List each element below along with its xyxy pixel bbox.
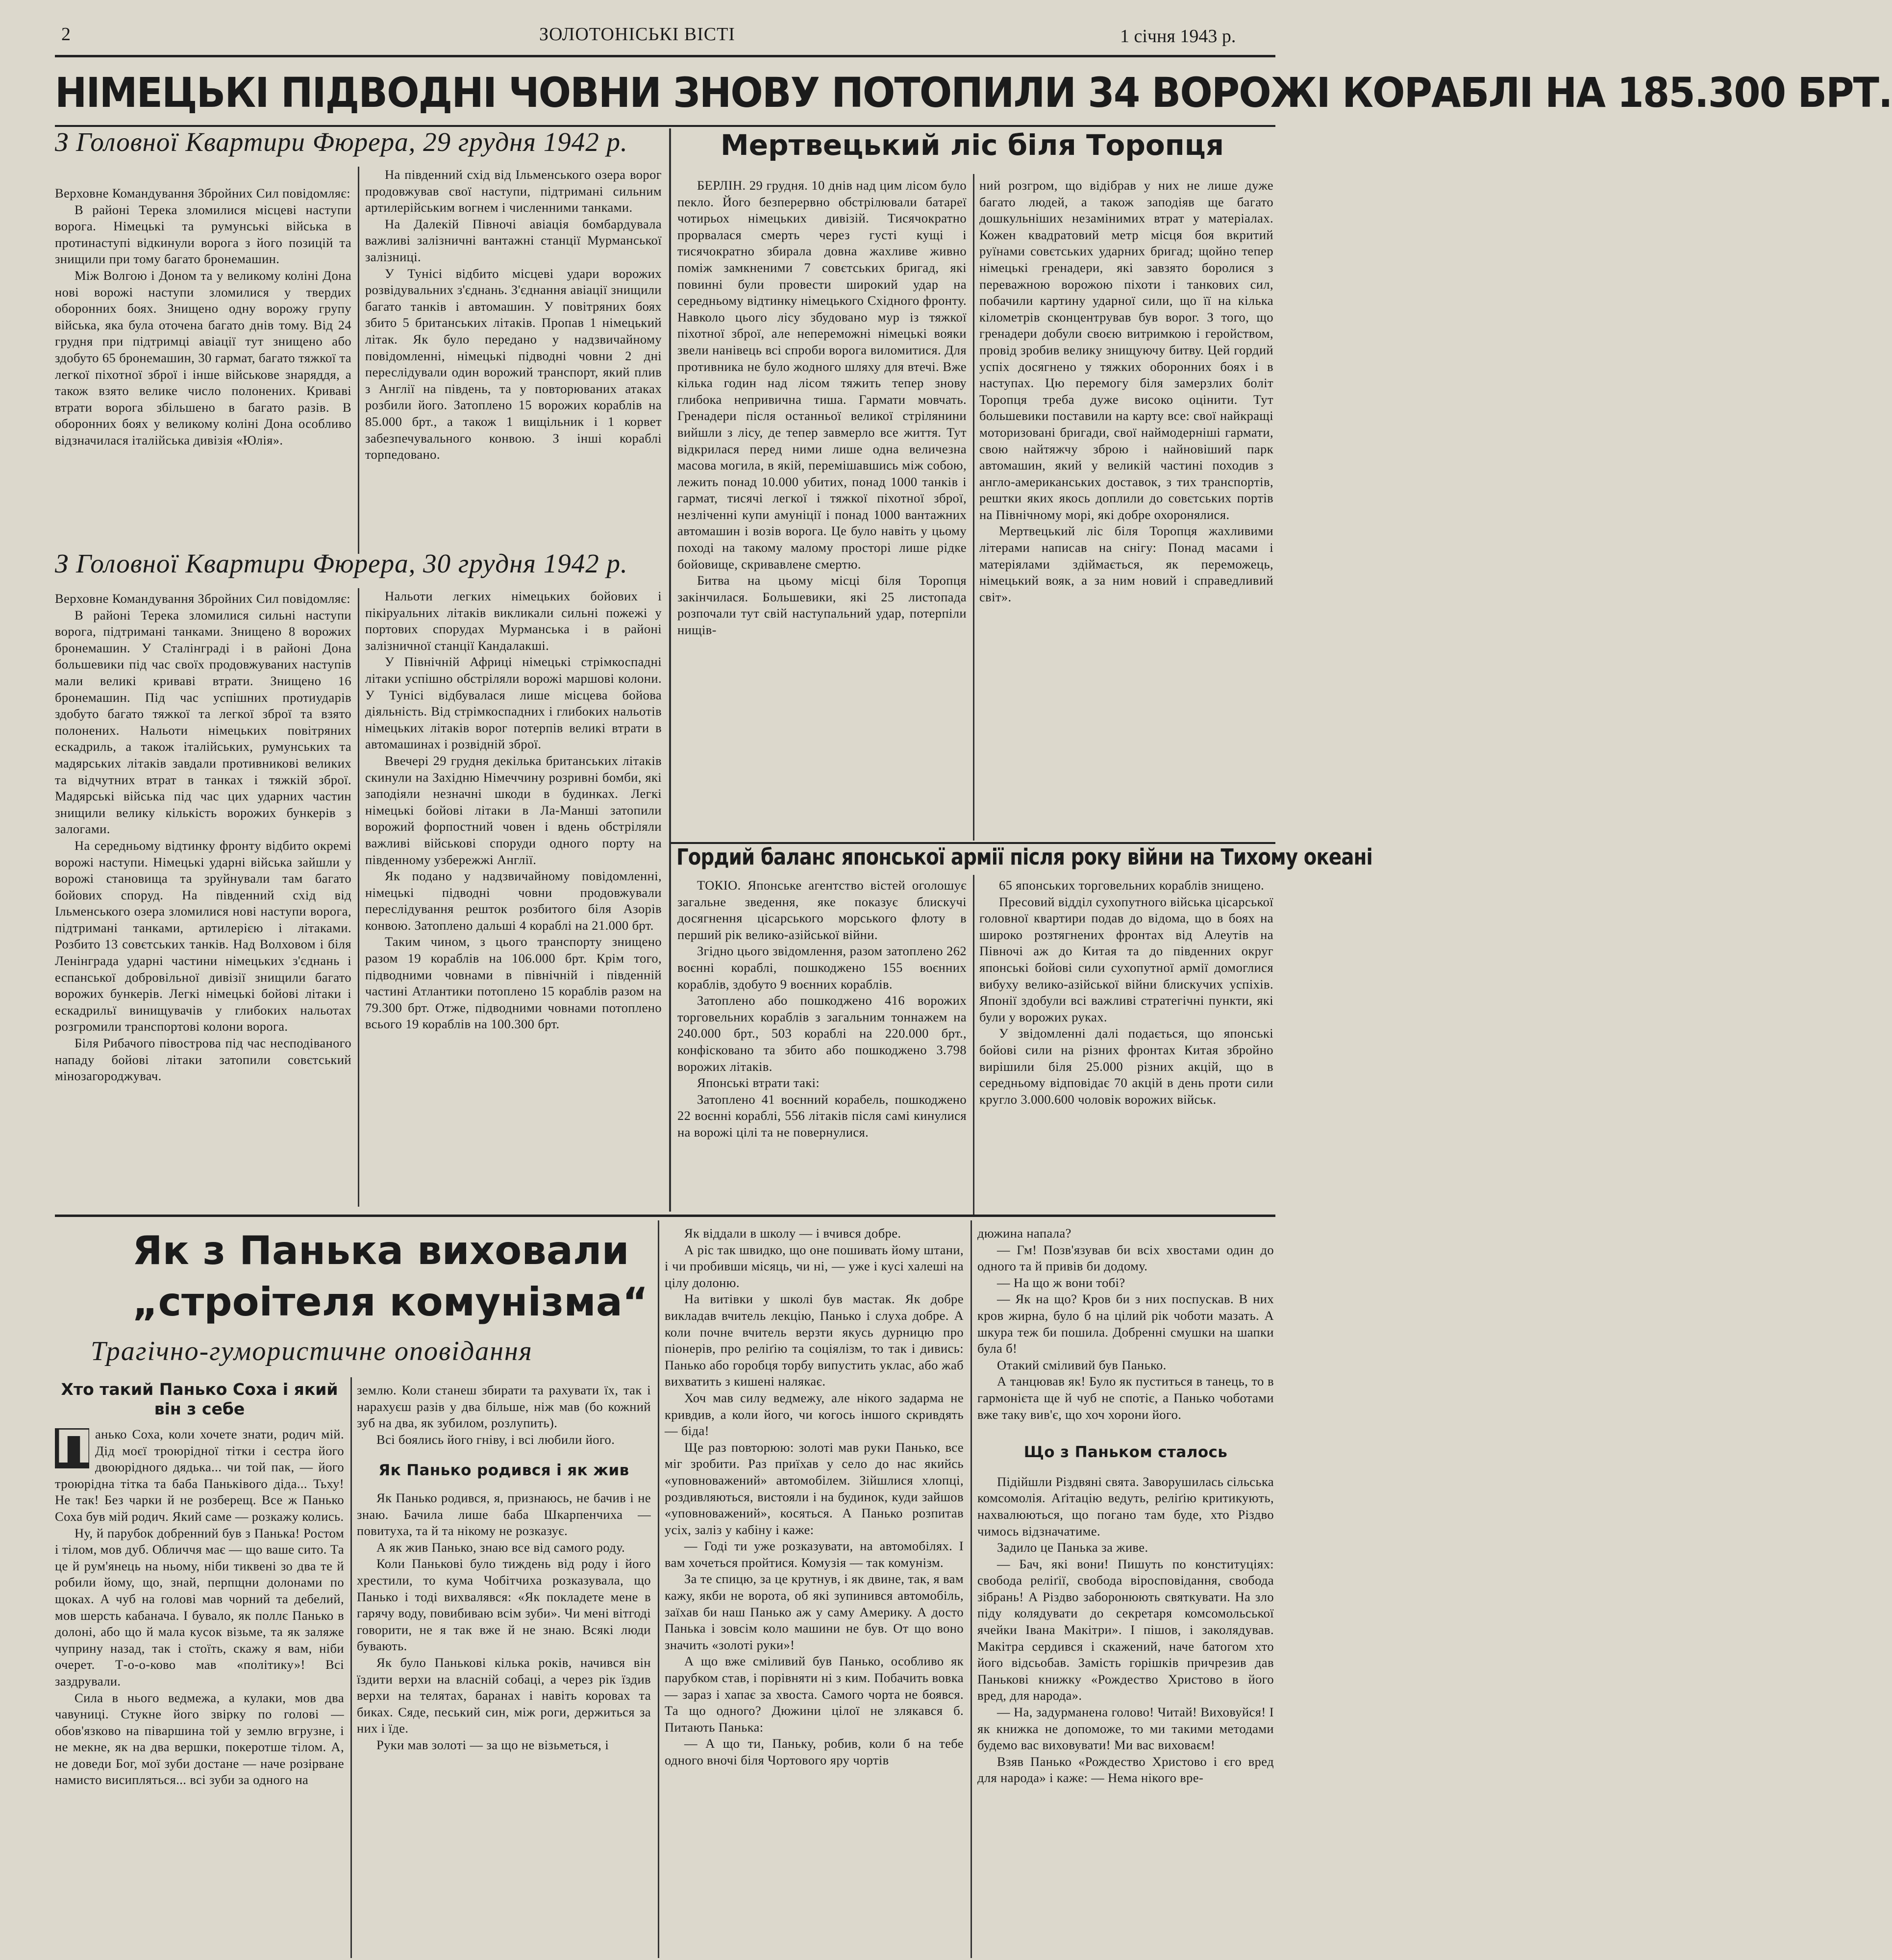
paragraph: Верховне Командування Збройних Сил повідомляє: xyxy=(55,186,350,200)
paragraph: Таким чином, з цього транспорту знищено разом 19 кораблів на 106.000 брт. Крім того, підводними човнами в північній і південній частині Атлантики потоплено 15 кораблів разом на 79.300 брт. Отже, підводними човнами потоплено всього 19 кораблів на 100.300 брт. xyxy=(365,934,662,1032)
paragraph: Задило це Панька за живе. xyxy=(997,1540,1148,1555)
paragraph: — На, задурманена голово! Читай! Виховуйся! І як книжка не допоможе, то ми такими методами будемо вас виховувати! Ми вас виховаєм! xyxy=(977,1705,1274,1753)
paragraph: Затоплено або пошкоджено 416 ворожих торговельних кораблів з загальним тоннажем на 240.000 брт., 503 кораблі на 220.000 брт., конфісковано та збито або пошкоджено 3.798 ворожих літаків. xyxy=(677,993,967,1074)
paragraph: Мертвецький ліс біля Торопця жахливими літерами написав на снігу: Понад масами і матеріялами здіймається, як переможець, німецький вояк, а за ним новий і справедливий світ». xyxy=(979,523,1273,604)
paragraph: Ну, й парубок добренний був з Панька! Ростом і тілом, мов дуб. Обличчя має — що ваше сито. Та це й рум'янець на ньому, ніби тиквені зо два те й робили йому, що, знай, перпщни долонами по щоках. А чуб на голові мав чорний та дебелий, мов шерсть кабанача. І бувало, як поллє Панько в долоні, або що й мала кусок візьме, та як заляже чуприну назад, так і стоїть, скажу я вам, ніби очерет. Т-о-о-ково мав «політику»! Всі заздрували. xyxy=(55,1525,344,1688)
page-number: 2 xyxy=(61,24,71,45)
paragraph: Ще раз повторюю: золоті мав руки Панько, все міг зробити. Раз приїхав у село до нас якийсь «уповноважений» автомобілем. Зійшлися хлопці, роздивляються, вистояли і на будинок, куди зайшов «уповноважений», косяться. А Панько розпитав усіх, заліз у кабіну і каже: xyxy=(665,1439,964,1537)
story-title-line-2: „строітеля комунізма“ xyxy=(132,1279,648,1325)
drop-cap: П xyxy=(55,1421,93,1473)
paragraph: А як жив Панько, знаю все від самого роду. xyxy=(376,1539,625,1555)
paper-name: ЗОЛОТОНІСЬКІ ВІСТІ xyxy=(539,24,735,45)
paragraph: У Північній Африці німецькі стрімкоспадні літаки успішно обстріляли ворожі маршові колони. У Тунісі відбувалася лише місцева бойова діяльність. Від стрімкоспадних і глибоких нальотів німецьких літаків ворог потерпів великі втрати в автомашинах і розвідній зброї. xyxy=(365,654,662,752)
paragraph: Битва на цьому місці біля Торопця закінчилася. Большевики, які 25 листопада розпочали тут свій наступальний удар, потерпіли нищів- xyxy=(677,573,967,638)
story-column-4 xyxy=(977,1225,1274,1958)
paragraph: Як було Панькові кілька років, начився він їздити верхи на власній собаці, а через рік їздив верхи на телятах, баранах і навіть коровах та биках. Сяде, песький син, між роги, держиться за них і їде. xyxy=(357,1655,651,1736)
paragraph: На витівки у школі був мастак. Як добре викладав вчитель лекцію, Панько і слуха добре. А коли почне вчитель верзти якусь дурницю про піонерів, про реліґію та соціялізм, то так і дивись: Панько або горобця торбу випустить уклас, або жаб вихватить з кишені налякає. xyxy=(665,1291,964,1389)
hq2-column-1 xyxy=(55,591,351,1203)
japan-column-1 xyxy=(677,877,967,1216)
hq2-title: З Головної Квартири Фюрера, 30 грудня 1942 р. xyxy=(55,548,628,578)
paragraph: Як Панько родився, я, признаюсь, не бачив і не знаю. Бачила лише баба Шкарпенчиха — повитуха, та й та нікому не розказує. xyxy=(357,1490,651,1538)
paragraph: Японські втрати такі: xyxy=(697,1075,820,1091)
hq1-title: З Головної Квартири Фюрера, 29 грудня 1942 р. xyxy=(55,127,628,157)
paragraph: У звідомленні далі подається, що японські бойові сили на різних фронтах Китая збройно вирішили біля 25.000 різних акцій, що в середньому відповідає 70 акцій в день проти сили кругло 3.000.600 чоловік ворожих військ. xyxy=(979,1026,1273,1107)
paragraph: В районі Терека зломилися сильні наступи ворога, підтримані танками. Знищено 8 ворожих бронемашин. У Сталінграді і в районі Дона большевики під час своїх продовжуваних наступів мали великі криваві втрати. Знищено 16 бронемашин. Під час успішних протиударів здобуто багато тяжкої та легкої зброї та взято полонених. Нальоти німецьких повітряних ескадриль, а також італійських, румунських та мадярських літаків завдали противникові великих та відчутних втрат в танках і тяжкій зброї. Мадярські війська під час цих ударних частин знищили велику кількість ворожих бункерів з залогами. xyxy=(55,607,351,837)
paragraph: Затоплено 41 воєнний корабель, пошкоджено 22 воєнні кораблі, 556 літаків після самі кинулися на ворожі цілі та не повернулися. xyxy=(677,1092,967,1140)
story-subtitle: Трагічно-гумористичне оповідання xyxy=(91,1336,533,1366)
paragraph: А ріс так швидко, що оне пошивать йому штани, і чи пробивши місяць, чи ні, — уже і кусі халеші на цілу долоню. xyxy=(665,1242,964,1290)
banner-headline: НІМЕЦЬКІ ПІДВОДНІ ЧОВНИ ЗНОВУ ПОТОПИЛИ 34 ВОРОЖІ КОРАБЛІ НА 185.300 БРТ. xyxy=(55,69,1892,117)
paragraph: Сила в нього ведмежа, а кулаки, мов два чавуниці. Стукне його звірку по голові — обов'язково на півaршина той у землю вгрузне, і не мекне, як на два вершки, покеротше тілом. А, не доведи Бог, мої зуби достане — наче розірване намисто висипляться... всі зуби за одного на xyxy=(55,1690,344,1787)
paragraph: Руки мав золоті — за що не візьметься, і xyxy=(376,1737,609,1752)
paragraph: Ввечері 29 грудня декілька британських літаків скинули на Західню Німеччину розривні бомби, які заподіяли незначні шкоди в будинках. Легкі німецькі бойові літаки в Ла-Манші затопили ворожий форпостний човен і вдень обстріляли важливі військові споруди одного порту на південному узбережжі Англії. xyxy=(365,753,662,867)
paragraph: Взяв Панько «Рождество Христово і єго вред для народа» і каже: — Нема нікого вре- xyxy=(977,1754,1274,1786)
hq1-column-2 xyxy=(365,167,662,549)
column-rule xyxy=(358,167,359,554)
toropets-column-1 xyxy=(677,177,967,842)
paragraph: Хоч мав силу ведмежу, але нікого задарма не кривдив, а коли його, чи когось іншого скривдять — біда! xyxy=(665,1390,964,1439)
paragraph: Нальоти легких німецьких бойових і пікіруальних літаків викликали сильні пожежі у портових спорудах Мурманська і в районі залізничної станції Кандалакші. xyxy=(365,589,662,653)
japan-title: Гордий баланс японської армії після року війни на Тихому океані xyxy=(676,844,1372,870)
section-heading: Що з Паньком сталось xyxy=(1023,1443,1228,1462)
column-rule xyxy=(973,875,974,1216)
paragraph: дюжина напала? xyxy=(977,1226,1071,1241)
section-heading: Хто такий Панько Соха і який він з себе xyxy=(61,1380,338,1418)
section-heading: Як Панько родився і як жив xyxy=(378,1462,629,1480)
paragraph: Підійшли Різдвяні свята. Заворушилась сільська комсомолія. Аґітацію ведуть, реліґію критикують, нахвалюються, що погано там буде, хто Різдво чимось відзначатиме. xyxy=(977,1474,1274,1538)
paragraph: — На що ж вони тобі? xyxy=(997,1275,1125,1290)
story-column-1 xyxy=(55,1421,344,1958)
hq2-column-2 xyxy=(365,588,662,1207)
column-rule xyxy=(971,1220,972,1958)
paragraph: Як віддали в школу — і вчився добре. xyxy=(684,1226,901,1241)
paragraph: — Гм! Позв'язував би всіх хвостами один до одного та й привів би додому. xyxy=(977,1242,1274,1274)
paragraph: — Як на що? Кров би з них поспускав. В них кров жирна, було б на цілий рік чоботи мазать. А шкура теж би пошила. Добренні смушки на шапки була б! xyxy=(977,1291,1274,1356)
paragraph: ний розгром, що відібрав у них не лише дуже багато людей, а також заподіяв ще багато дошкульніших незамінимих втрат у матеріалах. Кожен квадратовий метр місця боя вкритий руїнами совєтських ударних бригад; щойно тепер німецькі гренадери, які завзято боролися з переважною ворожою піхоти і танкових сил, побачили картину ударної сили, що її на кілька кілометрів сконцентрував був ворог. З того, що гренадери добули своєю витримкою і геройством, провід зробив велику знищуючу битву. Цей гордий успіх досягнено у тяжких оборонних боях і в наступах. Цю перемогу біля замерзлих боліт Торопця треба дуже високо оцінити. Тут большевики поставили на карту все: свої найкращі моторизовані бригади, свої наймодерніші гармати, свою найтяжчу зброю і найновіший парк автомашин, який у великій частині походив з англо-американських доставок, з тих транспортів, рештки яких якось доплили до совєтських портів на Північному морі, які добре охоронялися. xyxy=(979,178,1273,522)
paragraph: 65 японських торговельних кораблів знищено. xyxy=(999,878,1265,893)
column-rule xyxy=(973,174,974,841)
section-rule xyxy=(669,128,671,1212)
paragraph: Пресовий відділ сухопутного війська цісарської головної квартири подав до відома, що в боях на широко розтягнених фронтах від Алеутів на Півночі аж до Китая та до південних округ японські бойові сили сухопутної армії домоглися вибуху велико-азійської війни блискучих успіхів. Японії здобули всі важливі стратегічні пункти, які були у ворожих руках. xyxy=(979,894,1273,1024)
paragraph: А танцював як! Було як пуститься в танець, то в гармонієта ще й чуб не спотіє, а Панько чоботами вже таку вив'є, що хоч хорони його. xyxy=(977,1374,1274,1422)
paragraph: Як подано у надзвичайному повідомленні, німецькі підводні човни продовжували переслідування решток розбитого біля Азорів конвою. Затоплено дальші 4 кораблі на 21.000 брт. xyxy=(365,868,662,933)
paragraph: На Далекій Півночі авіація бомбардувала важливі залізничні вантажні станції Мурманської залізниці. xyxy=(365,216,662,264)
hq1-column-1 xyxy=(55,185,351,548)
japan-column-2 xyxy=(979,877,1273,1216)
issue-date: 1 січня 1943 р. xyxy=(1120,26,1236,47)
opening-text: анько Соха, коли хочете знати, родич мій. Дід моєї троюрідної тітки і сестра його двоюрідного дядька... чи той пак, — його троюрідна тітка та баба Паньківого діда... Тьху! Не так! Без чарки й не розберещ. Все ж Панько Соха був мій родич. Який саме — розкажу колись. xyxy=(55,1427,344,1524)
column-rule xyxy=(350,1377,352,1958)
paragraph: БЕРЛІН. 29 грудня. 10 днів над цим лісом було пекло. Його безперервно обстрілювали батареї чотирьох німецьких дивізій. Тисячократно прорвалася смерть через густі кущі і тисячократно збирала довна жахливе живно поміж замкненими 7 совєтських бригад, які повинні були провести широкий удар на середньому відтинку німецького Східного фронту. Навколо цього лісу збудовано мур із тяжкої піхотної зброї, але непереможні німецькі вояки звели нанівець всі спроби ворога виломитися. Для противника не було жодного шляху для втечі. Вже кілька годин над лісом тяжить тепер знову глибока непривична тиша. Гармати мовчать. Гренадери після останньої великої стрілянини вийшли з лісу, де тепер завмерло все життя. Тут відкрилася перед ними лише одна величезна масова могила, в якій, перемішавшись між собою, лежить понад 10.000 убитих, понад 1000 танків і гармат, тисячі легкої і тяжкої піхотної зброї, незліченні купи амуніції і понад 1000 вантажних автомашин і возів ворога. Це було навіть у цьому поході на такому малому просторі лише рідке бойовище, скривавлене смертю. xyxy=(677,178,967,571)
toropets-title: Мертвецький ліс біля Торопця xyxy=(721,128,1224,162)
paragraph: У Тунісі відбито місцеві удари ворожих розвідувальних з'єднань. З'єднання авіації знищили багато танків і автомашин. У повітряних боях збито 5 британських літаків. Пропав 1 німецький літак. Як було передано у надзвичайному повідомленні, німецькі підводні човни 2 дні переслідували один ворожий транспорт, який плив з Англії на південь, та у повторюваних атаках розбили його. Затоплено 15 ворожих кораблів на 85.000 брт., а також 1 вищільник і 1 корвет забезпечувального конвою. З інші кораблі торпедовано. xyxy=(365,266,662,462)
paragraph: — Годі ти уже розказувати, на автомобілях. І вам хочеться пройтися. Комузія — так комунізм. xyxy=(665,1538,964,1570)
story-title-line-1: Як з Панька виховали xyxy=(132,1228,629,1273)
paragraph: Біля Рибачого півострова під час несподіваного нападу бойові літаки затопили совєтський мінозагороджувач. xyxy=(55,1036,351,1084)
paragraph: Між Волгою і Доном та у великому коліні Дона нові ворожі наступи зломилися у твердих оборонних боях. Знищено одну ворожу групу війська, яка була оточена багато днів тому. Від 24 грудня при підтримці авіації тут знищено або здобуто 65 бронемашин, 30 гармат, багато тяжкої та легкої піхотної зброї і інше військове знаряддя, а також взято велике число полонених. Криваві втрати ворога збільшено в багато разів. В оборонних боях у великому коліні Дона особливо відзначилася італійська дивізія «Юлія». xyxy=(55,268,351,447)
paragraph: Отакий сміливий був Панько. xyxy=(997,1357,1167,1372)
paragraph: землю. Коли станеш збирати та рахувати їх, так і нарахуєш разів у два більше, ніж мав (бо кожний зуб на два, як зубилом, розлупить). xyxy=(357,1383,651,1431)
column-rule xyxy=(658,1220,659,1958)
paragraph: За те спицю, за це крутнув, і як двине, так, я вам кажу, якби не ворота, об які зупинився автомобіль, заїхав би наш Панько аж у саму Америку. А досто Панька і зовсім коло машини не був. От що воно значить «золоті руки»! xyxy=(665,1571,964,1652)
paragraph: Коли Панькові було тиждень від роду і його хрестили, то кума Чобітчиха розказувала, що Панько і тоді вихвалявся: «Як покладете мене в гарячу воду, повибиваю всім зуби». Чи мені вітгоді говорити, не я так вже й не знаю. Всякі люди бувають. xyxy=(357,1556,651,1654)
paragraph: Згідно цього звідомлення, разом затоплено 262 воєнні кораблі, пошкоджено 155 воєнних кораблів, здобуто 9 воєнних кораблів. xyxy=(677,943,967,992)
paragraph: На середньому відтинку фронту відбито окремі ворожі наступи. Німецькі ударні війська зайшли у ворожі становища та зруйнували там багато бойових споруд. На південний схід від Ільменського озера зломилися нові наступи ворога, підтримані танками, артилерією і літаками. Розбито 13 совєтських танків. Над Волховом і біля Ленінграда ударні частини німецьких з'єднань і еспанської добровільної дивізії знищили багато ворожих бункерів. Легкі німецькі бойові літаки і ескадрильї винищувачів у глибоких нальотах розгромили транспортові колони ворога. xyxy=(55,838,351,1034)
paragraph: — А що ти, Паньку, робив, коли б на тебе одного вночі біля Чортового яру чортів xyxy=(665,1736,964,1767)
story-column-2 xyxy=(357,1382,651,1958)
page-divider xyxy=(55,1215,1275,1217)
paragraph: Всі боялись його гніву, і всі любили його. xyxy=(376,1432,615,1447)
toropets-column-2 xyxy=(979,177,1273,842)
story-column-3 xyxy=(665,1225,964,1958)
paragraph: ТОКІО. Японське агентство вістей оголошує загальне зведення, яке показує блискучі досягнення цісарського морського флоту в перший рік велико-азійської війни. xyxy=(677,878,967,942)
paragraph xyxy=(55,1421,344,1525)
paragraph: В районі Терека зломилися місцеві наступи ворога. Німецькі та румунські війська в протинаступі відкинули ворога з його позицій та знищили при тому багато бронемашин. xyxy=(55,202,351,267)
column-rule xyxy=(358,588,359,1207)
masthead-rule xyxy=(55,55,1275,57)
paragraph: На південний схід від Ільменського озера ворог продовжував свої наступи, підтримані сильним артилерійським вогнем і численними танками. xyxy=(365,167,662,215)
paragraph: Верховне Командування Збройних Сил повідомляє: xyxy=(55,591,350,606)
paragraph: А що вже сміливий був Панько, особливо як парубком став, і порівняти ні з ким. Побачить вовка — зараз і хапає за хвоста. Самого чорта не боявся. Та що одного? Дюжини цілої не злякався б. Питають Панька: xyxy=(665,1654,964,1735)
paragraph: — Бач, які вони! Пишуть по конституціях: свобода реліґії, свобода віросповідання, свобода зібрань! А Різдво заборонюють святкувати. На зло піду колядувати до секретаря комсомольської ячейки Івана Макітри». І пішов, і заколядував. Макітра сердився і скажений, наче батогом хто його відсьобав. Замість горішків причрезив дав Панькові книжку «Рождество Христово в його вред, для народа». xyxy=(977,1556,1274,1703)
